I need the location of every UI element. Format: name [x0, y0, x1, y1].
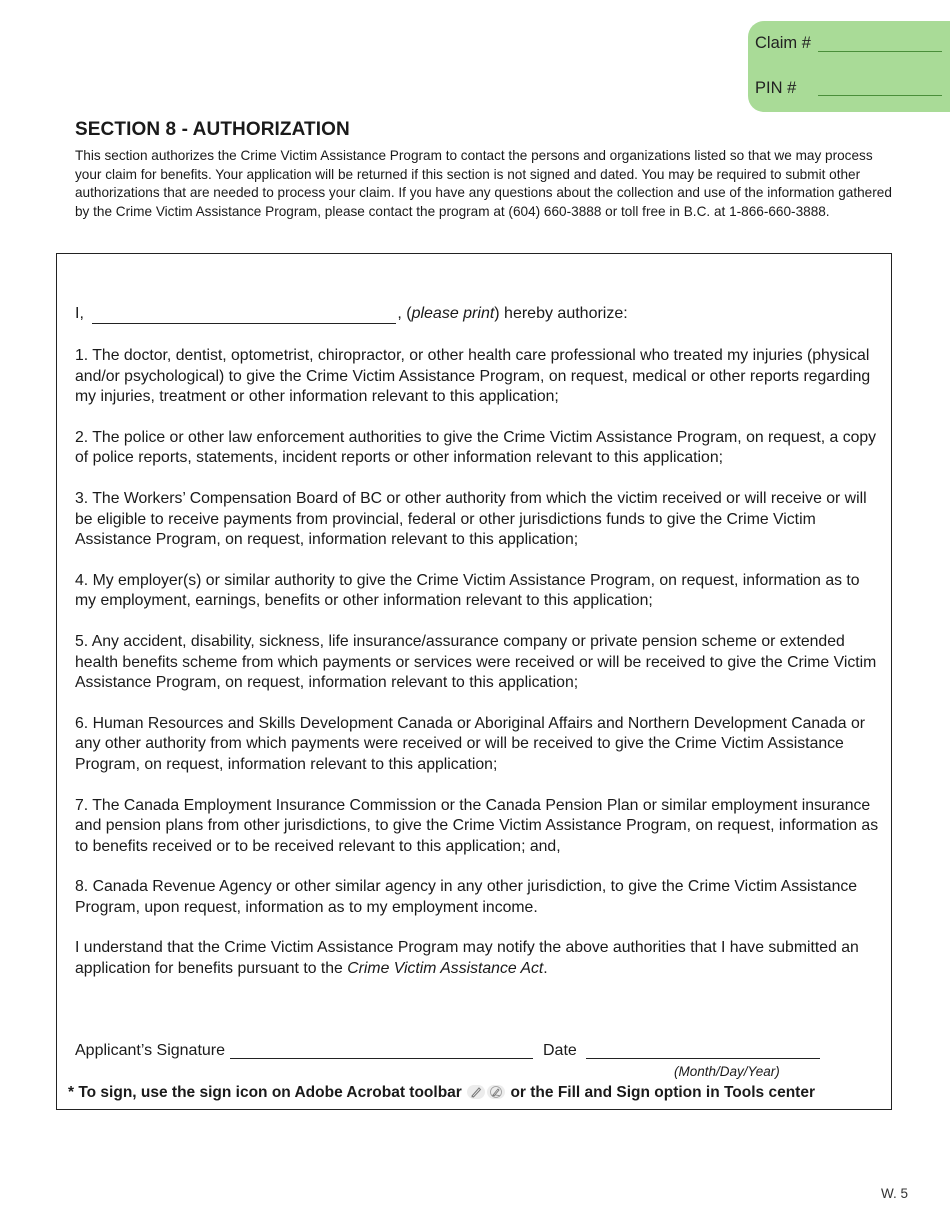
pin-row [755, 79, 796, 98]
name-prefix: I, [75, 305, 84, 322]
date-format-hint: (Month/Day/Year) [674, 1064, 780, 1079]
authorization-item: 3. The Workers’ Compensation Board of BC or other authority from which the victim received or will receive or will be eligible to receive payments from provincial, federal or other jurisdictions funds to give the Crime Victim Assistance Program, on request, information relevant to this application; [75, 489, 867, 549]
pin-number-field[interactable] [818, 95, 942, 96]
authorization-item: 5. Any accident, disability, sickness, life insurance/assurance company or private pension scheme or extended health benefits scheme from which payments or services were received or will be received to give the Crime Victim Assistance Program, on request, information relevant to this application; [75, 632, 877, 692]
understand-statement [75, 938, 885, 979]
applicant-signature-label: Applicant’s Signature [75, 1042, 226, 1059]
pin-label: PIN # [755, 79, 797, 97]
section-title: SECTION 8 - AUTHORIZATION [75, 119, 350, 140]
sign-instruction [68, 1084, 815, 1102]
section-intro: This section authorizes the Crime Victim Assistance Program to contact the persons and organizations listed so that we may process your claim for benefits. Your application will be returned if this section is not signed and dated. You may be required to submit other authorizations that are needed to process your claim. If you have any questions about the collection and use of the information gathered by the Crime Victim Assistance Program, please contact the program at (604) 660-3888 or toll free in B.C. at 1-866-660-3888. [75, 148, 892, 219]
applicant-signature-field[interactable] [230, 1040, 537, 1060]
name-blank [92, 307, 396, 324]
authorization-item: 8. Canada Revenue Agency or other similar agency in any other jurisdiction, to give the Crime Victim Assistance Program, upon request, information as to my employment income. [75, 878, 858, 916]
page-number: W. 5 [881, 1186, 909, 1201]
authorization-item: 7. The Canada Employment Insurance Commission or the Canada Pension Plan or similar employment insurance and pension plans from other jurisdictions, to give the Crime Victim Assistance Program, on request, information as to benefits received or to be received relevant to this application; and, [75, 796, 879, 855]
authorization-item: 4. My employer(s) or similar authority to give the Crime Victim Assistance Program, on request, information as to my employment, earnings, benefits or other information relevant to this application; [75, 571, 860, 610]
please-print-text: please print [411, 305, 495, 322]
pen-icon [467, 1085, 485, 1099]
understand-text: I understand that the Crime Victim Assistance Program may notify the above authorities that I have submitted an application for benefits pursuant to the [75, 939, 859, 978]
sign-icon [487, 1085, 505, 1099]
authorization-item: 6. Human Resources and Skills Development Canada or Aboriginal Affairs and Northern Development Canada or any other authority from which payments were received or will be received to give the Crime Victim Assistance Program, on request, information relevant to this application; [75, 714, 865, 773]
act-suffix: . [543, 960, 548, 978]
authorization-item: 2. The police or other law enforcement authorities to give the Crime Victim Assistance Program, on request, a copy of police reports, statements, incident reports or other information relevant to this application; [75, 428, 877, 467]
authorization-item: 1. The doctor, dentist, optometrist, chiropractor, or other health care professional who treated my injuries (physical and/or psychological) to give the Crime Victim Assistance Program, on request, medical or other reports regarding my injuries, treatment or other information relevant to this application; [75, 347, 871, 406]
act-name: Crime Victim Assistance Act [347, 960, 544, 978]
authorization-items [75, 346, 885, 1000]
date-label: Date [543, 1042, 577, 1059]
claim-box [748, 21, 950, 112]
applicant-name-input[interactable] [92, 308, 396, 324]
claim-number-field[interactable] [818, 51, 942, 52]
name-suffix-after: ) hereby authorize: [494, 305, 628, 322]
sign-note-after: or the Fill and Sign option in Tools center [510, 1084, 815, 1101]
name-line [75, 305, 628, 324]
claim-row [755, 34, 811, 53]
date-field[interactable] [586, 1040, 824, 1060]
claim-label: Claim # [755, 34, 811, 52]
name-suffix-before: , ( [397, 305, 412, 322]
sign-note-before: * To sign, use the sign icon on Adobe Acrobat toolbar [68, 1084, 462, 1101]
